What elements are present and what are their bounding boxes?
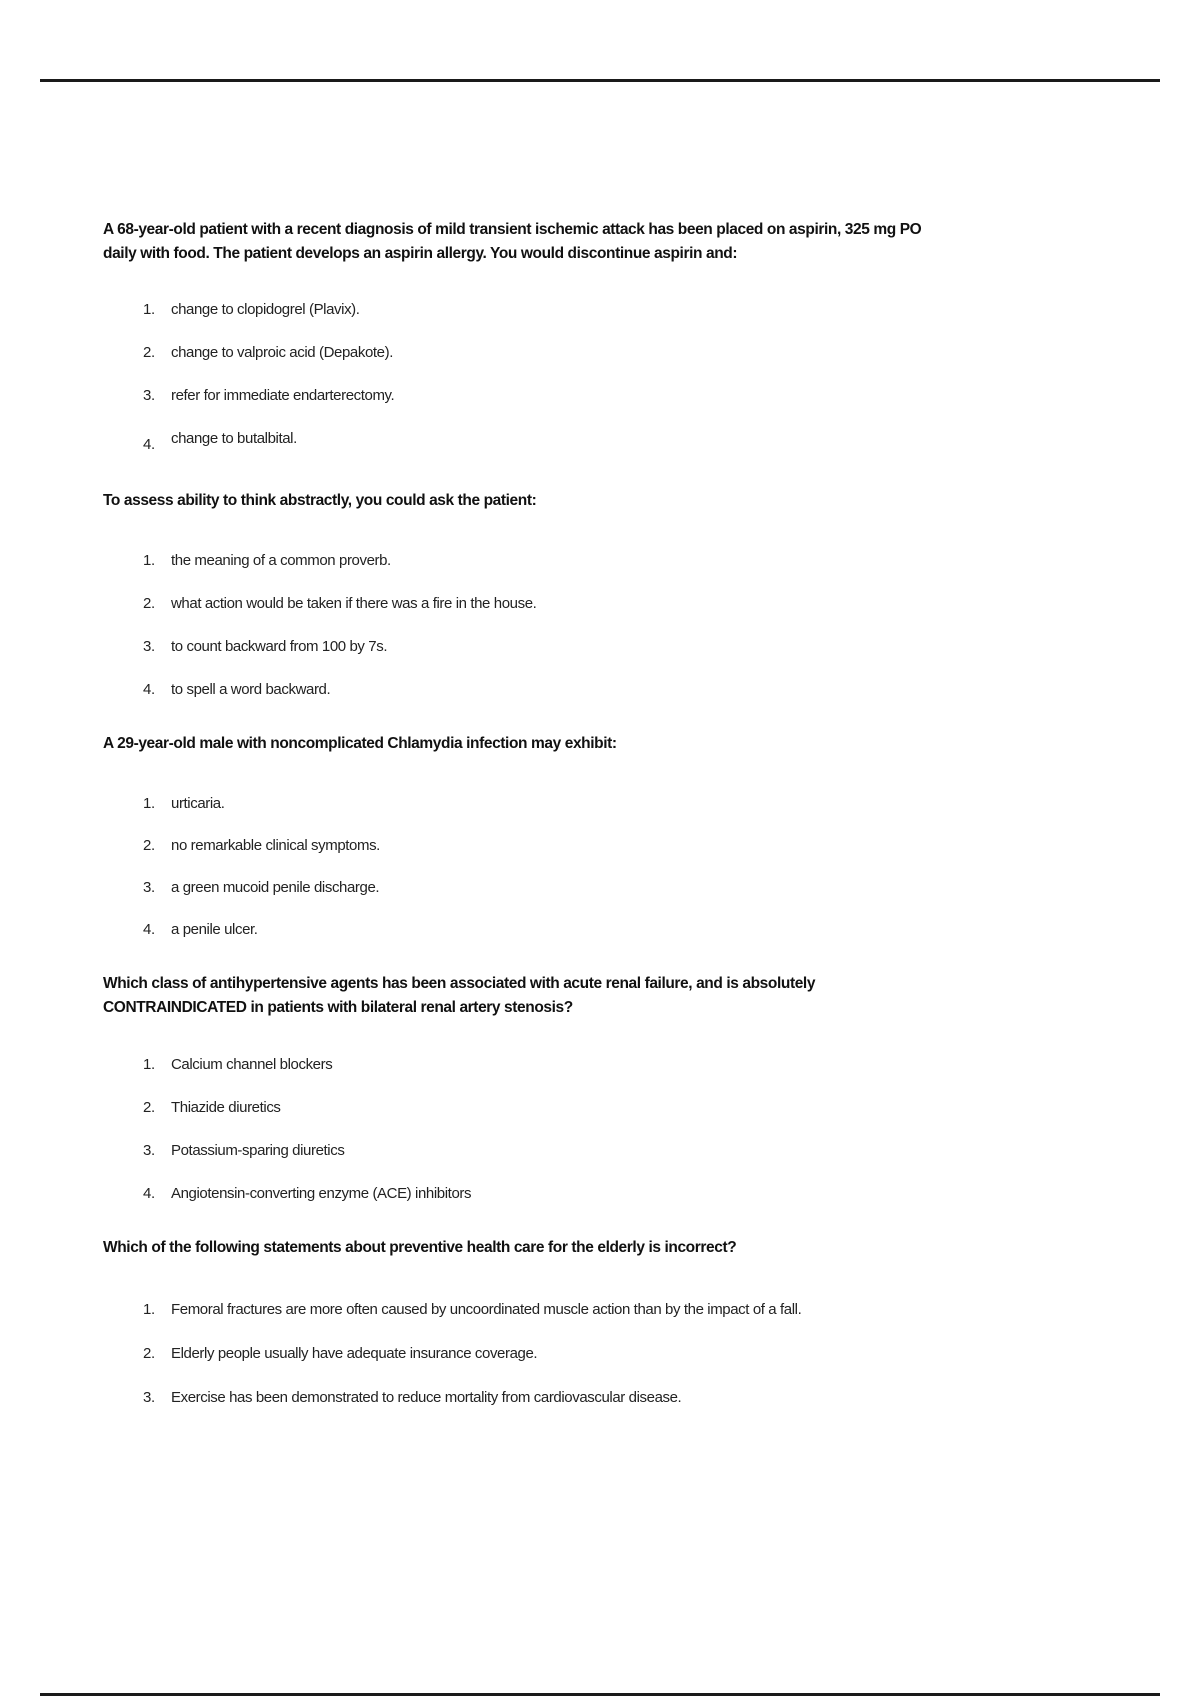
option-text: a green mucoid penile discharge. [171, 879, 380, 896]
option-number: 3. [143, 1389, 155, 1406]
option-number: 1. [143, 1056, 155, 1073]
option-text: no remarkable clinical symptoms. [171, 837, 380, 854]
answer-option [103, 551, 933, 571]
answer-option [103, 1344, 933, 1364]
question-4 [103, 972, 933, 1204]
option-number: 4. [143, 1185, 155, 1202]
answer-options [103, 794, 933, 940]
answer-option [103, 343, 933, 363]
answer-option [103, 429, 933, 453]
question-text: Which class of antihypertensive agents has been associated with acute renal failure, and is absolutely CONTRAINDICATED in patients with bilateral renal artery stenosis? [103, 975, 816, 1016]
answer-option [103, 300, 933, 320]
question-text: A 68-year-old patient with a recent diagnosis of mild transient ischemic attack has been placed on aspirin, 325 mg PO daily with food. The patient develops an aspirin allergy. You would discontinue aspirin and: [103, 221, 922, 262]
option-number: 2. [143, 344, 155, 361]
answer-options [103, 551, 933, 700]
answer-option [103, 878, 933, 898]
option-text: urticaria. [171, 795, 225, 812]
question-2 [103, 489, 933, 700]
option-text: Exercise has been demonstrated to reduce mortality from cardiovascular disease. [171, 1389, 682, 1406]
option-text: to spell a word backward. [171, 681, 331, 698]
answer-options [103, 300, 933, 453]
option-text: Calcium channel blockers [171, 1056, 333, 1073]
option-number: 2. [143, 837, 155, 854]
option-text: the meaning of a common proverb. [171, 552, 391, 569]
option-number: 1. [143, 301, 155, 318]
footer-rule [40, 1693, 1160, 1696]
option-number: 1. [143, 552, 155, 569]
option-text: Angiotensin-converting enzyme (ACE) inhibitors [171, 1185, 472, 1202]
option-number: 1. [143, 795, 155, 812]
option-number: 3. [143, 638, 155, 655]
option-text: Elderly people usually have adequate insurance coverage. [171, 1345, 538, 1362]
option-number: 3. [143, 1142, 155, 1159]
answer-option [103, 836, 933, 856]
option-number: 3. [143, 879, 155, 896]
option-number: 3. [143, 387, 155, 404]
answer-option [103, 794, 933, 814]
option-text: change to clopidogrel (Plavix). [171, 301, 360, 318]
option-text: Femoral fractures are more often caused by uncoordinated muscle action than by the impact of a fall. [171, 1301, 802, 1318]
answer-option [103, 386, 933, 406]
answer-option [103, 920, 933, 940]
option-number: 4. [143, 436, 155, 453]
option-text: to count backward from 100 by 7s. [171, 638, 388, 655]
option-number: 4. [143, 681, 155, 698]
option-text: a penile ulcer. [171, 921, 258, 938]
option-text: refer for immediate endarterectomy. [171, 387, 395, 404]
question-5 [103, 1236, 933, 1408]
question-1 [103, 218, 933, 453]
option-number: 2. [143, 595, 155, 612]
answer-option [103, 1055, 933, 1075]
option-text: Thiazide diuretics [171, 1099, 281, 1116]
answer-option [103, 1388, 933, 1408]
answer-option [103, 1098, 933, 1118]
header-rule [40, 79, 1160, 82]
question-3 [103, 732, 933, 940]
answer-option [103, 1184, 933, 1204]
option-text: what action would be taken if there was a fire in the house. [171, 595, 537, 612]
answer-option [103, 1141, 933, 1161]
question-text: A 29-year-old male with noncomplicated Chlamydia infection may exhibit: [103, 735, 617, 752]
option-text: change to butalbital. [171, 430, 297, 447]
option-number: 2. [143, 1345, 155, 1362]
option-text: change to valproic acid (Depakote). [171, 344, 393, 361]
document-body [103, 218, 933, 1432]
option-number: 1. [143, 1301, 155, 1318]
answer-option [103, 637, 933, 657]
answer-option [103, 594, 933, 614]
option-number: 4. [143, 921, 155, 938]
answer-options [103, 1300, 933, 1408]
question-text: To assess ability to think abstractly, you could ask the patient: [103, 492, 537, 509]
option-text: Potassium-sparing diuretics [171, 1142, 345, 1159]
answer-option [103, 680, 933, 700]
question-text: Which of the following statements about preventive health care for the elderly is incorrect? [103, 1239, 737, 1256]
answer-option [103, 1300, 933, 1320]
answer-options [103, 1055, 933, 1204]
option-number: 2. [143, 1099, 155, 1116]
